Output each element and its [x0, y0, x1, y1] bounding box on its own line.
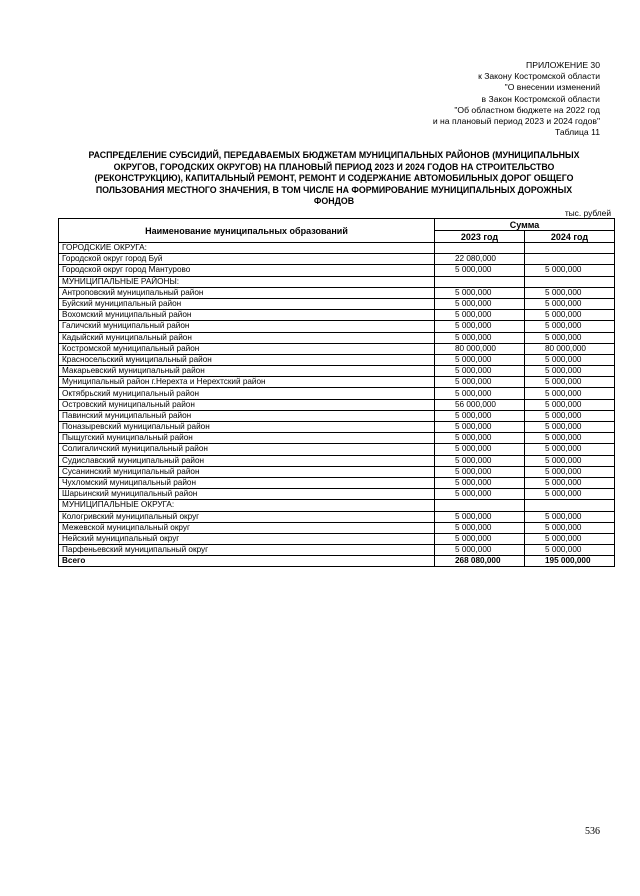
cell-2023 — [435, 243, 525, 254]
cell-name: Вохомский муниципальный район — [59, 310, 435, 321]
cell-2023: 5 000,000 — [435, 422, 525, 433]
cell-2024: 5 000,000 — [525, 422, 615, 433]
cell-2023: 5 000,000 — [435, 466, 525, 477]
cell-2024: 5 000,000 — [525, 399, 615, 410]
title-line: ОКРУГОВ, ГОРОДСКИХ ОКРУГОВ) НА ПЛАНОВЫЙ ПЕРИОД 2023 И 2024 ГОДОВ НА СТРОИТЕЛЬСТВО — [113, 161, 555, 172]
cell-name: Антроповский муниципальный район — [59, 287, 435, 298]
cell-2023: 5 000,000 — [435, 545, 525, 556]
cell-name: МУНИЦИПАЛЬНЫЕ ОКРУГА: — [59, 500, 435, 511]
cell-2023: 5 000,000 — [435, 287, 525, 298]
cell-2023: 268 080,000 — [435, 556, 525, 567]
table-row — [59, 410, 615, 421]
table-row — [59, 422, 615, 433]
title-line: (РЕКОНСТРУКЦИЮ), КАПИТАЛЬНЫЙ РЕМОНТ, РЕМОНТ И СОДЕРЖАНИЕ АВТОМОБИЛЬНЫХ ДОРОГ ОБЩЕГО — [94, 173, 574, 184]
table-row — [59, 522, 615, 533]
cell-name: Буйский муниципальный район — [59, 298, 435, 309]
cell-name: Всего — [59, 556, 435, 567]
cell-2024: 5 000,000 — [525, 522, 615, 533]
cell-2024: 5 000,000 — [525, 466, 615, 477]
table-row — [59, 276, 615, 287]
cell-2023: 5 000,000 — [435, 444, 525, 455]
cell-2023: 5 000,000 — [435, 433, 525, 444]
cell-name: Парфеньевский муниципальный округ — [59, 545, 435, 556]
table-row — [59, 489, 615, 500]
table-row — [59, 477, 615, 488]
cell-2024: 5 000,000 — [525, 310, 615, 321]
cell-2023: 5 000,000 — [435, 366, 525, 377]
cell-name: Костромской муниципальный район — [59, 343, 435, 354]
cell-name: Городской округ город Мантурово — [59, 265, 435, 276]
cell-2024: 5 000,000 — [525, 455, 615, 466]
cell-2024: 5 000,000 — [525, 332, 615, 343]
cell-2024 — [525, 254, 615, 265]
table-row — [59, 500, 615, 511]
title-line: РАСПРЕДЕЛЕНИЕ СУБСИДИЙ, ПЕРЕДАВАЕМЫХ БЮДЖЕТАМ МУНИЦИПАЛЬНЫХ РАЙОНОВ (МУНИЦИПАЛЬНЫХ — [88, 150, 580, 160]
cell-name: Поназыревский муниципальный район — [59, 422, 435, 433]
cell-2023: 5 000,000 — [435, 265, 525, 276]
table-row — [59, 399, 615, 410]
cell-2024: 5 000,000 — [525, 298, 615, 309]
appendix-line: "О внесении изменений — [504, 82, 600, 93]
cell-2024 — [525, 500, 615, 511]
cell-2023: 5 000,000 — [435, 321, 525, 332]
cell-2024: 5 000,000 — [525, 321, 615, 332]
table-row — [59, 466, 615, 477]
cell-name: Сусанинский муниципальный район — [59, 466, 435, 477]
document-title — [54, 150, 614, 208]
appendix-line: Таблица 11 — [554, 127, 600, 138]
cell-2023: 5 000,000 — [435, 298, 525, 309]
cell-2024: 5 000,000 — [525, 511, 615, 522]
cell-2024 — [525, 243, 615, 254]
appendix-block — [280, 60, 600, 138]
cell-name: Павинский муниципальный район — [59, 410, 435, 421]
appendix-line: "Об областном бюджете на 2022 год — [454, 104, 600, 115]
table-row — [59, 243, 615, 254]
cell-2024: 5 000,000 — [525, 354, 615, 365]
cell-2024: 5 000,000 — [525, 545, 615, 556]
cell-name: Межевской муниципальный округ — [59, 522, 435, 533]
table-row — [59, 455, 615, 466]
cell-name: Красносельский муниципальный район — [59, 354, 435, 365]
total-row — [59, 556, 615, 567]
cell-name: Городской округ город Буй — [59, 254, 435, 265]
cell-name: Чухломский муниципальный район — [59, 477, 435, 488]
cell-2023: 80 000,000 — [435, 343, 525, 354]
cell-2023 — [435, 500, 525, 511]
cell-2023: 5 000,000 — [435, 332, 525, 343]
table-row — [59, 354, 615, 365]
table-row — [59, 433, 615, 444]
cell-2024: 5 000,000 — [525, 533, 615, 544]
header-year-2023: 2023 год — [435, 231, 525, 243]
table-row — [59, 298, 615, 309]
cell-2023: 22 080,000 — [435, 254, 525, 265]
cell-2024: 5 000,000 — [525, 489, 615, 500]
table-row — [59, 265, 615, 276]
cell-2024: 5 000,000 — [525, 444, 615, 455]
cell-2023: 5 000,000 — [435, 388, 525, 399]
cell-2024: 5 000,000 — [525, 477, 615, 488]
cell-2023: 5 000,000 — [435, 455, 525, 466]
cell-name: Кологривский муниципальный округ — [59, 511, 435, 522]
table-row — [59, 444, 615, 455]
header-sum: Сумма — [435, 219, 615, 231]
cell-2023: 5 000,000 — [435, 310, 525, 321]
cell-name: Макарьевский муниципальный район — [59, 366, 435, 377]
table-row — [59, 533, 615, 544]
table-row — [59, 254, 615, 265]
cell-2023 — [435, 276, 525, 287]
cell-name: Шарьинский муниципальный район — [59, 489, 435, 500]
cell-2023: 5 000,000 — [435, 410, 525, 421]
cell-name: Октябрьский муниципальный район — [59, 388, 435, 399]
title-line: ПОЛЬЗОВАНИЯ МЕСТНОГО ЗНАЧЕНИЯ, В ТОМ ЧИСЛЕ НА ФОРМИРОВАНИЕ МУНИЦИПАЛЬНЫХ ДОРОЖНЫХ — [95, 184, 573, 195]
table-row — [59, 287, 615, 298]
cell-2024: 5 000,000 — [525, 388, 615, 399]
cell-2024: 5 000,000 — [525, 265, 615, 276]
cell-2024: 5 000,000 — [525, 366, 615, 377]
cell-name: МУНИЦИПАЛЬНЫЕ РАЙОНЫ: — [59, 276, 435, 287]
table-row — [59, 511, 615, 522]
cell-name: Островский муниципальный район — [59, 399, 435, 410]
cell-2024: 5 000,000 — [525, 377, 615, 388]
cell-2024 — [525, 276, 615, 287]
header-name: Наименование муниципальных образований — [59, 219, 435, 243]
table-row — [59, 343, 615, 354]
subsidy-table — [58, 218, 615, 567]
units-label: тыс. рублей — [564, 208, 611, 218]
cell-name: Муниципальный район г.Нерехта и Нерехтский район — [59, 377, 435, 388]
cell-2024: 5 000,000 — [525, 410, 615, 421]
header-year-2024: 2024 год — [525, 231, 615, 243]
cell-2024: 195 000,000 — [525, 556, 615, 567]
appendix-line: ПРИЛОЖЕНИЕ 30 — [526, 60, 600, 70]
cell-2024: 5 000,000 — [525, 433, 615, 444]
cell-2024: 5 000,000 — [525, 287, 615, 298]
page-number: 536 — [585, 826, 600, 837]
cell-name: Нейский муниципальный округ — [59, 533, 435, 544]
table-row — [59, 310, 615, 321]
cell-name: Судиславский муниципальный район — [59, 455, 435, 466]
title-line: ФОНДОВ — [313, 196, 355, 207]
cell-name: Солигаличский муниципальный район — [59, 444, 435, 455]
table-row — [59, 332, 615, 343]
cell-name: Пыщугский муниципальный район — [59, 433, 435, 444]
cell-2023: 56 000,000 — [435, 399, 525, 410]
cell-2023: 5 000,000 — [435, 477, 525, 488]
table-row — [59, 545, 615, 556]
table-row — [59, 366, 615, 377]
cell-2023: 5 000,000 — [435, 354, 525, 365]
cell-name: Галичский муниципальный район — [59, 321, 435, 332]
table-row — [59, 377, 615, 388]
appendix-line: в Закон Костромской области — [481, 93, 600, 104]
cell-2023: 5 000,000 — [435, 377, 525, 388]
cell-2024: 80 000,000 — [525, 343, 615, 354]
cell-2023: 5 000,000 — [435, 489, 525, 500]
appendix-line: и на плановый период 2023 и 2024 годов" — [432, 116, 600, 127]
table-row — [59, 388, 615, 399]
table-row — [59, 321, 615, 332]
cell-name: ГОРОДСКИЕ ОКРУГА: — [59, 243, 435, 254]
cell-name: Кадыйский муниципальный район — [59, 332, 435, 343]
cell-2023: 5 000,000 — [435, 522, 525, 533]
cell-2023: 5 000,000 — [435, 511, 525, 522]
appendix-line: к Закону Костромской области — [478, 71, 600, 82]
cell-2023: 5 000,000 — [435, 533, 525, 544]
